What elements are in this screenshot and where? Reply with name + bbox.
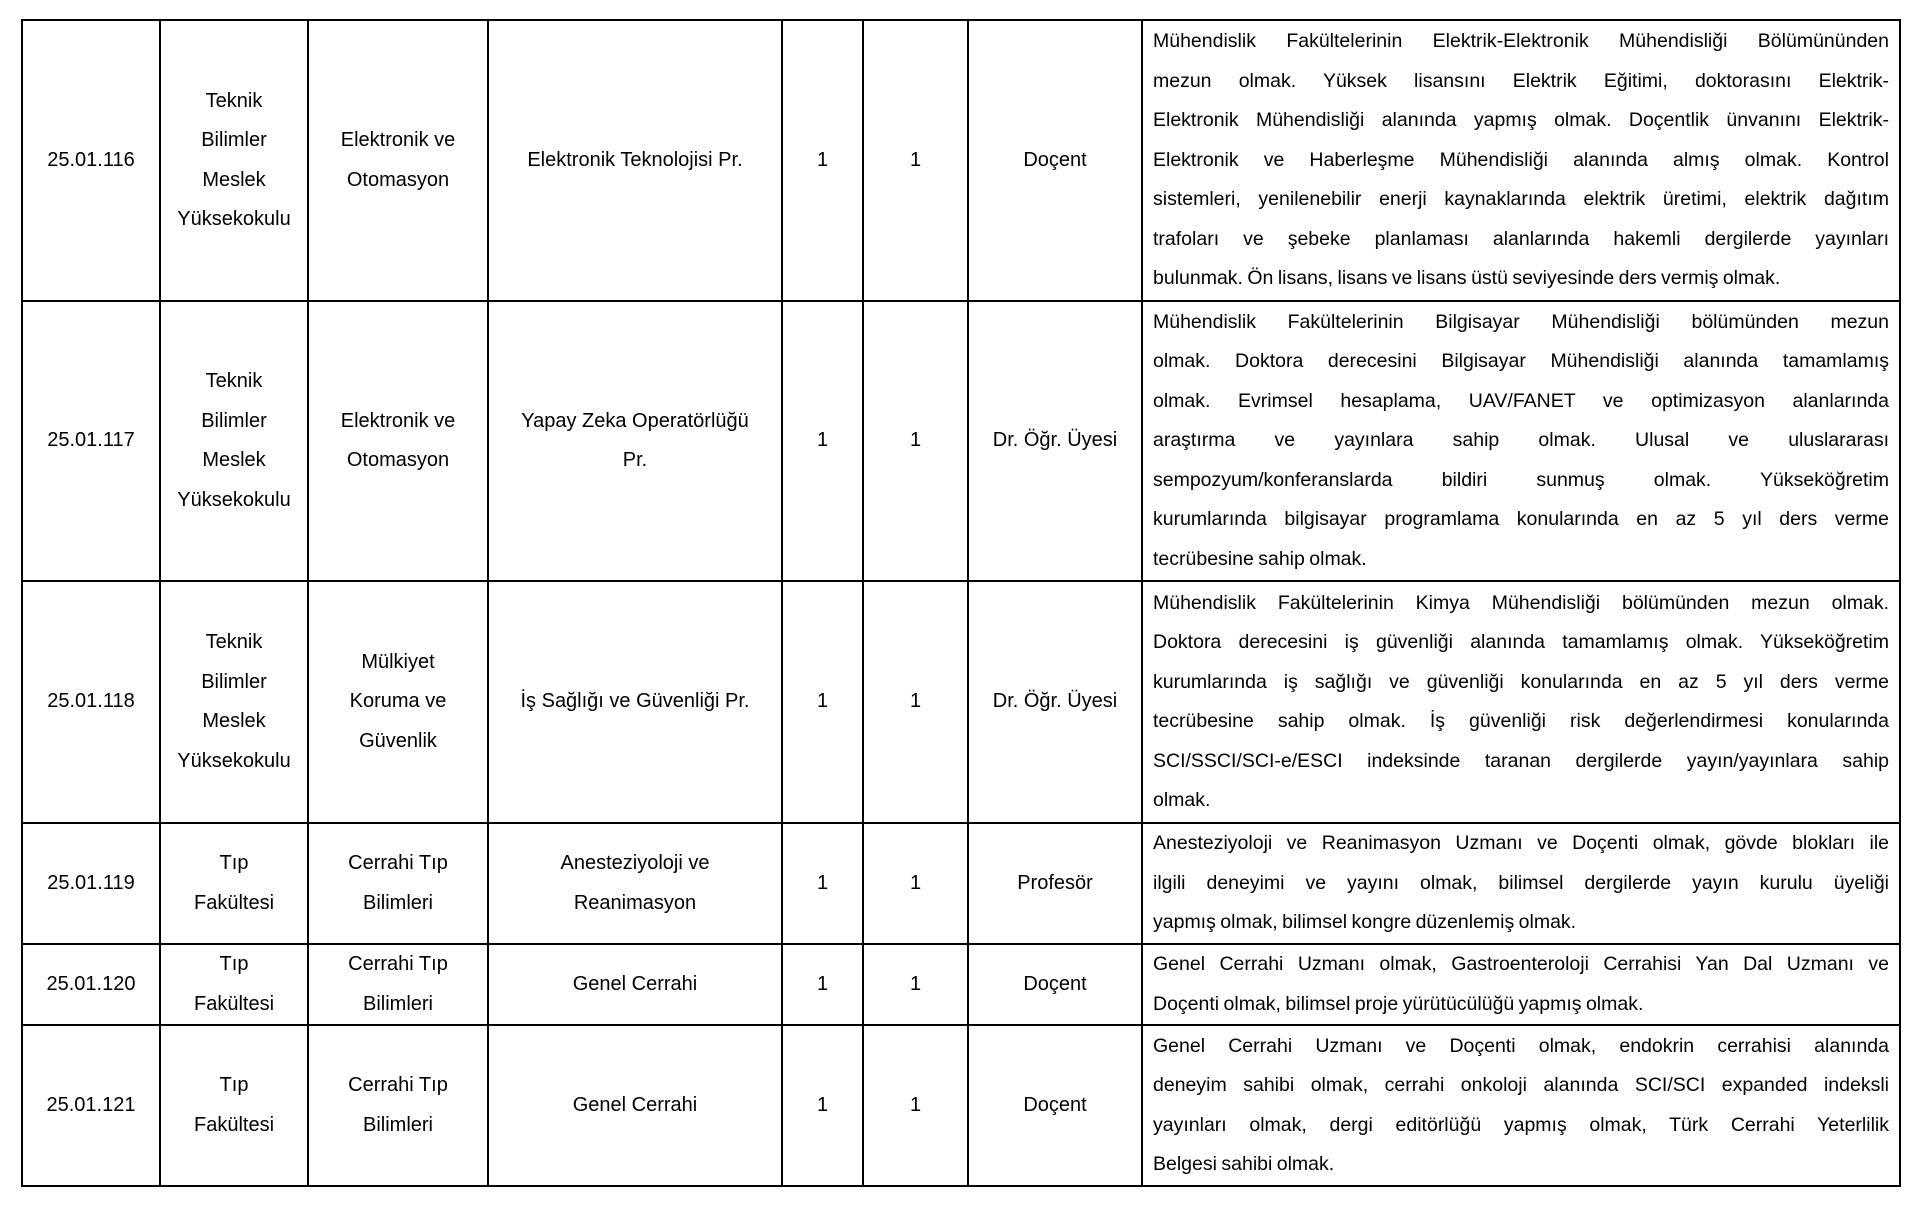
requirement-line: Anesteziyoloji ve Reanimasyon Uzmanı ve Doçenti olmak, gövde blokları ile: [1153, 832, 1889, 855]
requirement-line: sempozyum/konferanslarda bildiri sunmuş olmak. Yükseköğretim: [1153, 468, 1889, 491]
academic-title-cell: Profesör: [968, 823, 1142, 944]
requirement-line: Belgesi sahibi olmak.: [1153, 1153, 1335, 1175]
requirements-cell: [1142, 581, 1900, 823]
faculty-cell: Teknik Bilimler Meslek Yüksekokulu: [160, 581, 308, 823]
faculty-cell: Teknik Bilimler Meslek Yüksekokulu: [160, 301, 308, 581]
table-row: [22, 944, 1900, 1025]
requirement-line: olmak. Doktora derecesini Bilgisayar Mühendisliği alanında tamamlamış: [1153, 350, 1889, 373]
program-cell: Yapay Zeka Operatörlüğü Pr.: [488, 301, 782, 581]
count-2-cell: 1: [863, 823, 968, 944]
academic-title-cell: Dr. Öğr. Üyesi: [968, 301, 1142, 581]
requirement-line: araştırma ve yayınlara sahip olmak. Ulusal ve uluslararası: [1153, 429, 1889, 452]
table-row: [22, 1025, 1900, 1186]
requirement-line: Elektronik Mühendisliği alanında yapmış olmak. Doçentlik ünvanını Elektrik-: [1153, 109, 1889, 132]
department-cell: Cerrahi Tıp Bilimleri: [308, 1025, 488, 1186]
requirement-line: Mühendislik Fakültelerinin Kimya Mühendisliği bölümünden mezun olmak.: [1153, 591, 1889, 614]
requirement-line: bulunmak. Ön lisans, lisans ve lisans üstü seviyesinde ders vermiş olmak.: [1153, 267, 1781, 290]
requirement-line: mezun olmak. Yüksek lisansını Elektrik Eğitimi, doktorasını Elektrik-: [1153, 69, 1889, 92]
requirement-line: yayınları olmak, dergi editörlüğü yapmış olmak, Türk Cerrahi Yeterlilik: [1153, 1113, 1889, 1136]
requirement-line: Doçenti olmak, bilimsel proje yürütücülüğü yapmış olmak.: [1153, 992, 1644, 1015]
count-1-cell: 1: [782, 20, 863, 301]
position-code-cell: 25.01.121: [22, 1025, 160, 1186]
table-row: [22, 20, 1900, 301]
position-code-cell: 25.01.119: [22, 823, 160, 944]
table-row: [22, 301, 1900, 581]
count-1-cell: 1: [782, 823, 863, 944]
count-2-cell: 1: [863, 20, 968, 301]
count-1-cell: 1: [782, 581, 863, 823]
faculty-cell: Teknik Bilimler Meslek Yüksekokulu: [160, 20, 308, 301]
requirement-line: sistemleri, yenilenebilir enerji kaynaklarında elektrik üretimi, elektrik dağıtım: [1153, 188, 1889, 211]
position-code-cell: 25.01.118: [22, 581, 160, 823]
faculty-cell: Tıp Fakültesi: [160, 823, 308, 944]
academic-title-cell: Doçent: [968, 20, 1142, 301]
requirement-line: kurumlarında bilgisayar programlama konularında en az 5 yıl ders verme: [1153, 508, 1889, 531]
requirement-line: olmak. Evrimsel hesaplama, UAV/FANET ve optimizasyon alanlarında: [1153, 389, 1889, 412]
requirement-line: tecrübesine sahip olmak.: [1153, 547, 1367, 570]
program-cell: Anesteziyoloji ve Reanimasyon: [488, 823, 782, 944]
requirements-cell: [1142, 944, 1900, 1025]
requirements-cell: [1142, 301, 1900, 581]
requirements-cell: [1142, 20, 1900, 301]
academic-title-cell: Dr. Öğr. Üyesi: [968, 581, 1142, 823]
faculty-cell: Tıp Fakültesi: [160, 944, 308, 1025]
academic-title-cell: Doçent: [968, 944, 1142, 1025]
position-code-cell: 25.01.117: [22, 301, 160, 581]
requirement-line: yapmış olmak, bilimsel kongre düzenlemiş olmak.: [1153, 911, 1577, 934]
academic-positions-table: [21, 19, 1901, 1187]
requirement-line: Elektronik ve Haberleşme Mühendisliği alanında almış olmak. Kontrol: [1153, 148, 1889, 171]
requirement-line: trafoları ve şebeke planlaması alanlarında hakemli dergilerde yayınları: [1153, 227, 1889, 250]
requirement-line: deneyim sahibi olmak, cerrahi onkoloji alanında SCI/SCI expanded indeksli: [1153, 1074, 1889, 1096]
department-cell: Mülkiyet Koruma ve Güvenlik: [308, 581, 488, 823]
requirement-line: Mühendislik Fakültelerinin Elektrik-Elektronik Mühendisliği Bölümününden: [1153, 30, 1889, 53]
program-cell: Elektronik Teknolojisi Pr.: [488, 20, 782, 301]
requirement-line: Doktora derecesini iş güvenliği alanında tamamlamış olmak. Yükseköğretim: [1153, 631, 1889, 653]
department-cell: Cerrahi Tıp Bilimleri: [308, 823, 488, 944]
department-cell: Elektronik ve Otomasyon: [308, 20, 488, 301]
requirement-line: Genel Cerrahi Uzmanı ve Doçenti olmak, endokrin cerrahisi alanında: [1153, 1034, 1889, 1057]
department-cell: Elektronik ve Otomasyon: [308, 301, 488, 581]
academic-title-cell: Doçent: [968, 1025, 1142, 1186]
requirement-line: Genel Cerrahi Uzmanı olmak, Gastroenteroloji Cerrahisi Yan Dal Uzmanı ve: [1153, 953, 1889, 975]
count-2-cell: 1: [863, 581, 968, 823]
department-cell: Cerrahi Tıp Bilimleri: [308, 944, 488, 1025]
requirement-line: SCI/SSCI/SCI-e/ESCI indeksinde taranan dergilerde yayın/yayınlara sahip: [1153, 749, 1889, 772]
program-cell: İş Sağlığı ve Güvenliği Pr.: [488, 581, 782, 823]
requirement-line: kurumlarında iş sağlığı ve güvenliği konularında en az 5 yıl ders verme: [1153, 670, 1889, 693]
table-body: [22, 20, 1900, 1186]
faculty-cell: Tıp Fakültesi: [160, 1025, 308, 1186]
table-row: [22, 823, 1900, 944]
count-2-cell: 1: [863, 301, 968, 581]
table-row: [22, 581, 1900, 823]
position-code-cell: 25.01.120: [22, 944, 160, 1025]
count-2-cell: 1: [863, 944, 968, 1025]
count-1-cell: 1: [782, 1025, 863, 1186]
requirements-cell: [1142, 1025, 1900, 1186]
requirement-line: Mühendislik Fakültelerinin Bilgisayar Mühendisliği bölümünden mezun: [1153, 310, 1889, 333]
count-2-cell: 1: [863, 1025, 968, 1186]
program-cell: Genel Cerrahi: [488, 1025, 782, 1186]
count-1-cell: 1: [782, 301, 863, 581]
position-code-cell: 25.01.116: [22, 20, 160, 301]
requirements-cell: [1142, 823, 1900, 944]
requirement-line: olmak.: [1153, 789, 1211, 811]
requirement-line: tecrübesine sahip olmak. İş güvenliği risk değerlendirmesi konularında: [1153, 710, 1889, 732]
program-cell: Genel Cerrahi: [488, 944, 782, 1025]
count-1-cell: 1: [782, 944, 863, 1025]
requirement-line: ilgili deneyimi ve yayını olmak, bilimsel dergilerde yayın kurulu üyeliği: [1153, 871, 1889, 894]
